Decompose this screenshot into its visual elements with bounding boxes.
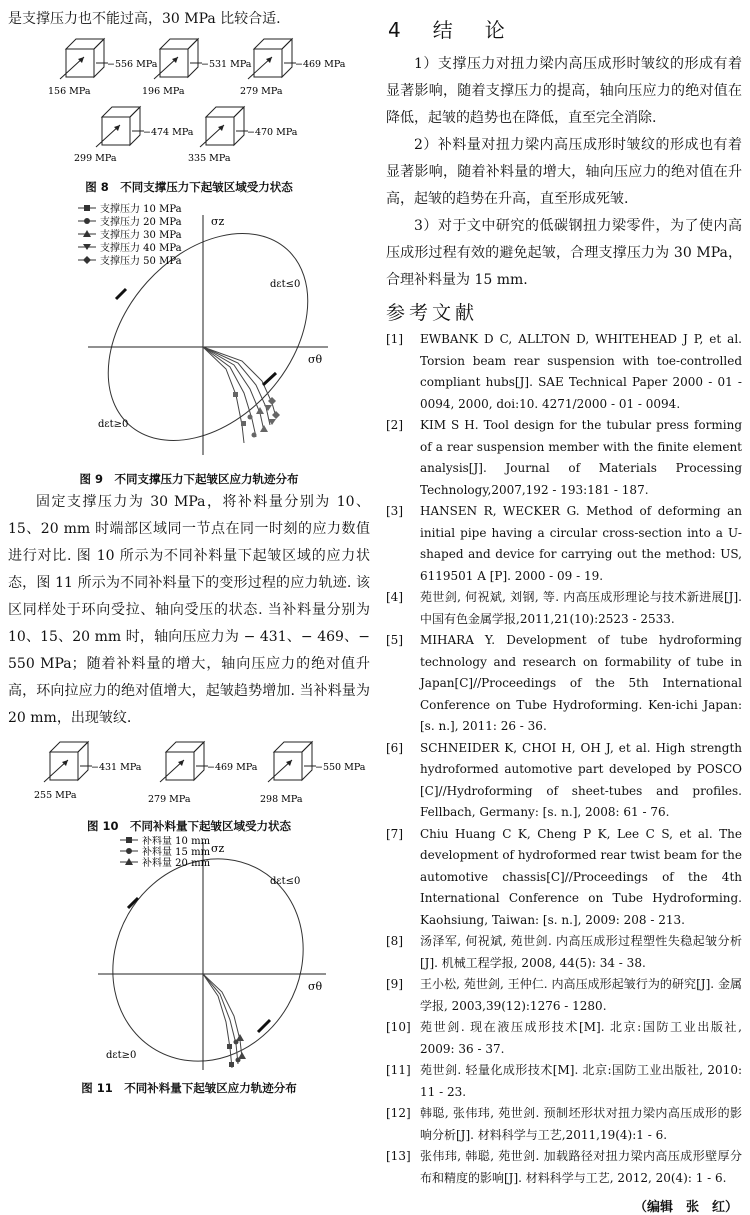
- fig8-stress-5: −470 MPa: [247, 127, 298, 138]
- stress-cube-4: [96, 107, 144, 147]
- fig11-lower-label: dεt≥0: [106, 1050, 137, 1061]
- stress-cube-3: [248, 39, 296, 79]
- fig9-axis-y-label: σz: [211, 215, 225, 228]
- references-heading: 参考文献: [386, 302, 479, 324]
- reference-text: 苑世剑. 现在液压成形技术[M]. 北京:国防工业出版社, 2009: 36 - 37.: [420, 1020, 742, 1056]
- fig8-stress-4: −474 MPa: [143, 127, 194, 138]
- body-paragraph: 固定支撑压力为 30 MPa，将补料量分别为 10、15、20 mm 时端部区域同一节点在同一时刻的应力数值进行对比. 图 10 所示为不同补料量下起皱区域的应力状态，图 11 所示为不同补料量下的变形过程的应力轨迹. 该区同样处于环向受拉、轴向受压的状态. 当补料量分别为 10、15、20 mm 时，轴向压应力为 − 431、− 469、− 550 MPa；随着补料量的增大，轴向压应力的绝对值升高，环向拉应力的绝对值增大，起皱趋势增加. 当补料量为 20 mm，出现皱纹.: [8, 494, 370, 726]
- reference-number: [9]: [386, 977, 403, 991]
- conclusion-1: 1）支撑压力对扭力梁内高压成形时皱纹的形成有着显著影响，随着支撑压力的提高，轴向压应力的绝对值在降低，起皱的趋势也在降低，直至完全消除.: [386, 56, 742, 126]
- reference-item: [386, 415, 742, 501]
- reference-number: [11]: [386, 1063, 411, 1077]
- reference-item: [386, 501, 742, 587]
- figure-10: [8, 732, 370, 812]
- fig10-cube-3: [268, 742, 316, 782]
- fig10-pressure-2: 279 MPa: [148, 794, 191, 805]
- reference-text: 苑世剑. 轻量化成形技术[M]. 北京:国防工业出版社, 2010: 11 - 23.: [420, 1063, 742, 1099]
- stress-cube-5: [200, 107, 248, 147]
- fig8-stress-3: −469 MPa: [295, 59, 346, 70]
- conclusion-3: 3）对于文中研究的低碳钢扭力梁零件，为了使内高压成形过程有效的避免起皱，合理支撑压力为 30 MPa，合理补料量为 15 mm.: [386, 218, 742, 288]
- fig10-pressure-3: 298 MPa: [260, 794, 303, 805]
- fig11-axis-y-label: σz: [211, 842, 225, 855]
- fig8-stress-1: −556 MPa: [107, 59, 158, 70]
- fig11-upper-label: dεt≤0: [270, 876, 301, 887]
- reference-item: [386, 931, 742, 974]
- figure-11: [8, 836, 370, 1074]
- figure-8-caption: 图 8 不同支撑压力下起皱区域受力状态: [85, 180, 293, 194]
- fig11-legend: [120, 836, 211, 869]
- reference-number: [10]: [386, 1020, 411, 1034]
- fig9-legend-1: 支撑压力 10 MPa: [100, 204, 182, 215]
- fig8-pressure-2: 196 MPa: [142, 86, 185, 97]
- figure-9: [8, 197, 370, 465]
- fig8-pressure-4: 299 MPa: [74, 153, 117, 164]
- fig8-pressure-1: 156 MPa: [48, 86, 91, 97]
- reference-number: [3]: [386, 504, 403, 518]
- conclusion-2: 2）补料量对扭力梁内高压成形时皱纹的形成也有着显著影响，随着补料量的增大，轴向压应力的绝对值在升高，起皱的趋势在升高，直至形成死皱.: [386, 137, 742, 207]
- reference-item: [386, 1146, 742, 1189]
- reference-number: [4]: [386, 590, 403, 604]
- reference-number: [2]: [386, 418, 403, 432]
- figure-10-caption: 图 10 不同补料量下起皱区域受力状态: [86, 819, 291, 833]
- reference-text: 苑世剑, 何祝斌, 刘钢, 等. 内高压成形理论与技术新进展[J]. 中国有色金属学报,2011,21(10):2523 - 2533.: [420, 590, 742, 626]
- reference-text: 王小松, 苑世剑, 王仲仁. 内高压成形起皱行为的研究[J]. 金属学报, 2003,39(12):1276 - 1280.: [420, 977, 742, 1013]
- reference-item: [386, 824, 742, 932]
- reference-text: 张伟玮, 韩聪, 苑世剑. 加载路径对扭力梁内高压成形壁厚分布和精度的影响[J]. 材料科学与工艺, 2012, 20(4): 1 - 6.: [420, 1149, 742, 1185]
- reference-item: [386, 1017, 742, 1060]
- reference-item: [386, 1060, 742, 1103]
- continuation-line: 是支撑压力也不能过高，30 MPa 比较合适.: [8, 11, 281, 27]
- left-column: [8, 6, 370, 1098]
- editor-credit: （编辑 张 红）: [633, 1200, 738, 1215]
- reference-item: [386, 587, 742, 630]
- figure-8: [8, 33, 370, 173]
- reference-text: 韩聪, 张伟玮, 苑世剑. 预制坯形状对扭力梁内高压成形的影响分析[J]. 材料科学与工艺,2011,19(4):1 - 6.: [420, 1106, 742, 1142]
- stress-cube-2: [154, 39, 202, 79]
- reference-text: Chiu Huang C K, Cheng P K, Lee C S, et al. The development of hydroformed rear twist beam for the automotive chassis[C]//Proceedings of the 4th International Conference on Tube Hydroforming. Kaohsiung, Taiwan: [s. n.], 2009: 208 - 213.: [420, 826, 742, 927]
- reference-number: [6]: [386, 740, 403, 755]
- reference-text: 汤泽军, 何祝斌, 苑世剑. 内高压成形过程塑性失稳起皱分析[J]. 机械工程学报, 2008, 44(5): 34 - 38.: [420, 934, 742, 970]
- fig10-stress-2: −469 MPa: [207, 762, 258, 773]
- fig8-pressure-3: 279 MPa: [240, 86, 283, 97]
- reference-item: [386, 738, 742, 824]
- fig10-cube-2: [160, 742, 208, 782]
- stress-cube-1: [60, 39, 108, 79]
- reference-number: [13]: [386, 1149, 411, 1163]
- reference-text: SCHNEIDER K, CHOI H, OH J, et al. High strength hydroformed automotive part developed by POSCO [C]//Hydroforming of sheet-tubes and profiles. Fellbach, Germany: [s. n.], 2008: 61 - 76.: [420, 740, 742, 819]
- fig11-legend-2: 补料量 15 mm: [142, 847, 211, 858]
- reference-text: KIM S H. Tool design for the tubular press forming of a rear suspension member with the finite element analysis[J]. Journal of Materials Processing Technology,2007,192 - 193:181 - 187.: [420, 418, 742, 497]
- fig8-stress-2: −531 MPa: [201, 59, 252, 70]
- reference-number: [8]: [386, 934, 403, 948]
- fig9-lower-label: dεt≥0: [98, 419, 129, 430]
- fig11-trajectories: [203, 974, 242, 1068]
- right-column: [386, 6, 742, 1215]
- reference-list: [386, 329, 742, 1189]
- fig10-stress-1: −431 MPa: [91, 762, 142, 773]
- fig11-legend-3: 补料量 20 mm: [142, 858, 211, 869]
- section-heading: 4 结 论: [388, 18, 511, 42]
- reference-number: [12]: [386, 1106, 411, 1120]
- fig9-legend-4: 支撑压力 40 MPa: [100, 243, 182, 254]
- fig9-legend-5: 支撑压力 50 MPa: [100, 256, 182, 267]
- fig9-legend-2: 支撑压力 20 MPa: [100, 217, 182, 228]
- fig8-pressure-5: 335 MPa: [188, 153, 231, 164]
- fig11-legend-1: 补料量 10 mm: [142, 836, 211, 847]
- fig9-legend: [78, 202, 182, 267]
- figure-11-caption: 图 11 不同补料量下起皱区应力轨迹分布: [81, 1081, 297, 1095]
- reference-item: [386, 630, 742, 738]
- reference-item: [386, 329, 742, 415]
- reference-text: MIHARA Y. Development of tube hydroforming technology and research on formability of tube in Japan[C]//Proceedings of the 5th International Conference on Tube Hydroforming. Ken-ichi Japan: [s. n.], 2011: 26 - 36.: [420, 633, 742, 733]
- fig11-axis-x-label: σθ: [308, 980, 323, 993]
- reference-number: [7]: [386, 826, 403, 841]
- fig9-upper-label: dεt≤0: [270, 279, 301, 290]
- fig10-stress-3: −550 MPa: [315, 762, 366, 773]
- fig10-pressure-1: 255 MPa: [34, 790, 77, 801]
- reference-number: [1]: [386, 332, 403, 346]
- fig9-legend-3: 支撑压力 30 MPa: [100, 230, 182, 241]
- reference-item: [386, 974, 742, 1017]
- figure-9-caption: 图 9 不同支撑压力下起皱区应力轨迹分布: [79, 472, 299, 486]
- reference-text: EWBANK D C, ALLTON D, WHITEHEAD J P, et al. Torsion beam rear suspension with toe-controlled compliant hubs[J]. SAE Technical Paper 2000 - 01 - 0094, 2000, doi:10. 4271/2000 - 01 - 0094.: [420, 332, 742, 411]
- fig9-axis-x-label: σθ: [308, 353, 323, 366]
- fig10-cube-1: [44, 742, 92, 782]
- reference-text: HANSEN R, WECKER G. Method of deforming an initial pipe having a circular cross-section into a U-shaped and device for carrying out the method: US, 6119501 A [P]. 2000 - 09 - 19.: [420, 504, 742, 583]
- reference-number: [5]: [386, 633, 403, 647]
